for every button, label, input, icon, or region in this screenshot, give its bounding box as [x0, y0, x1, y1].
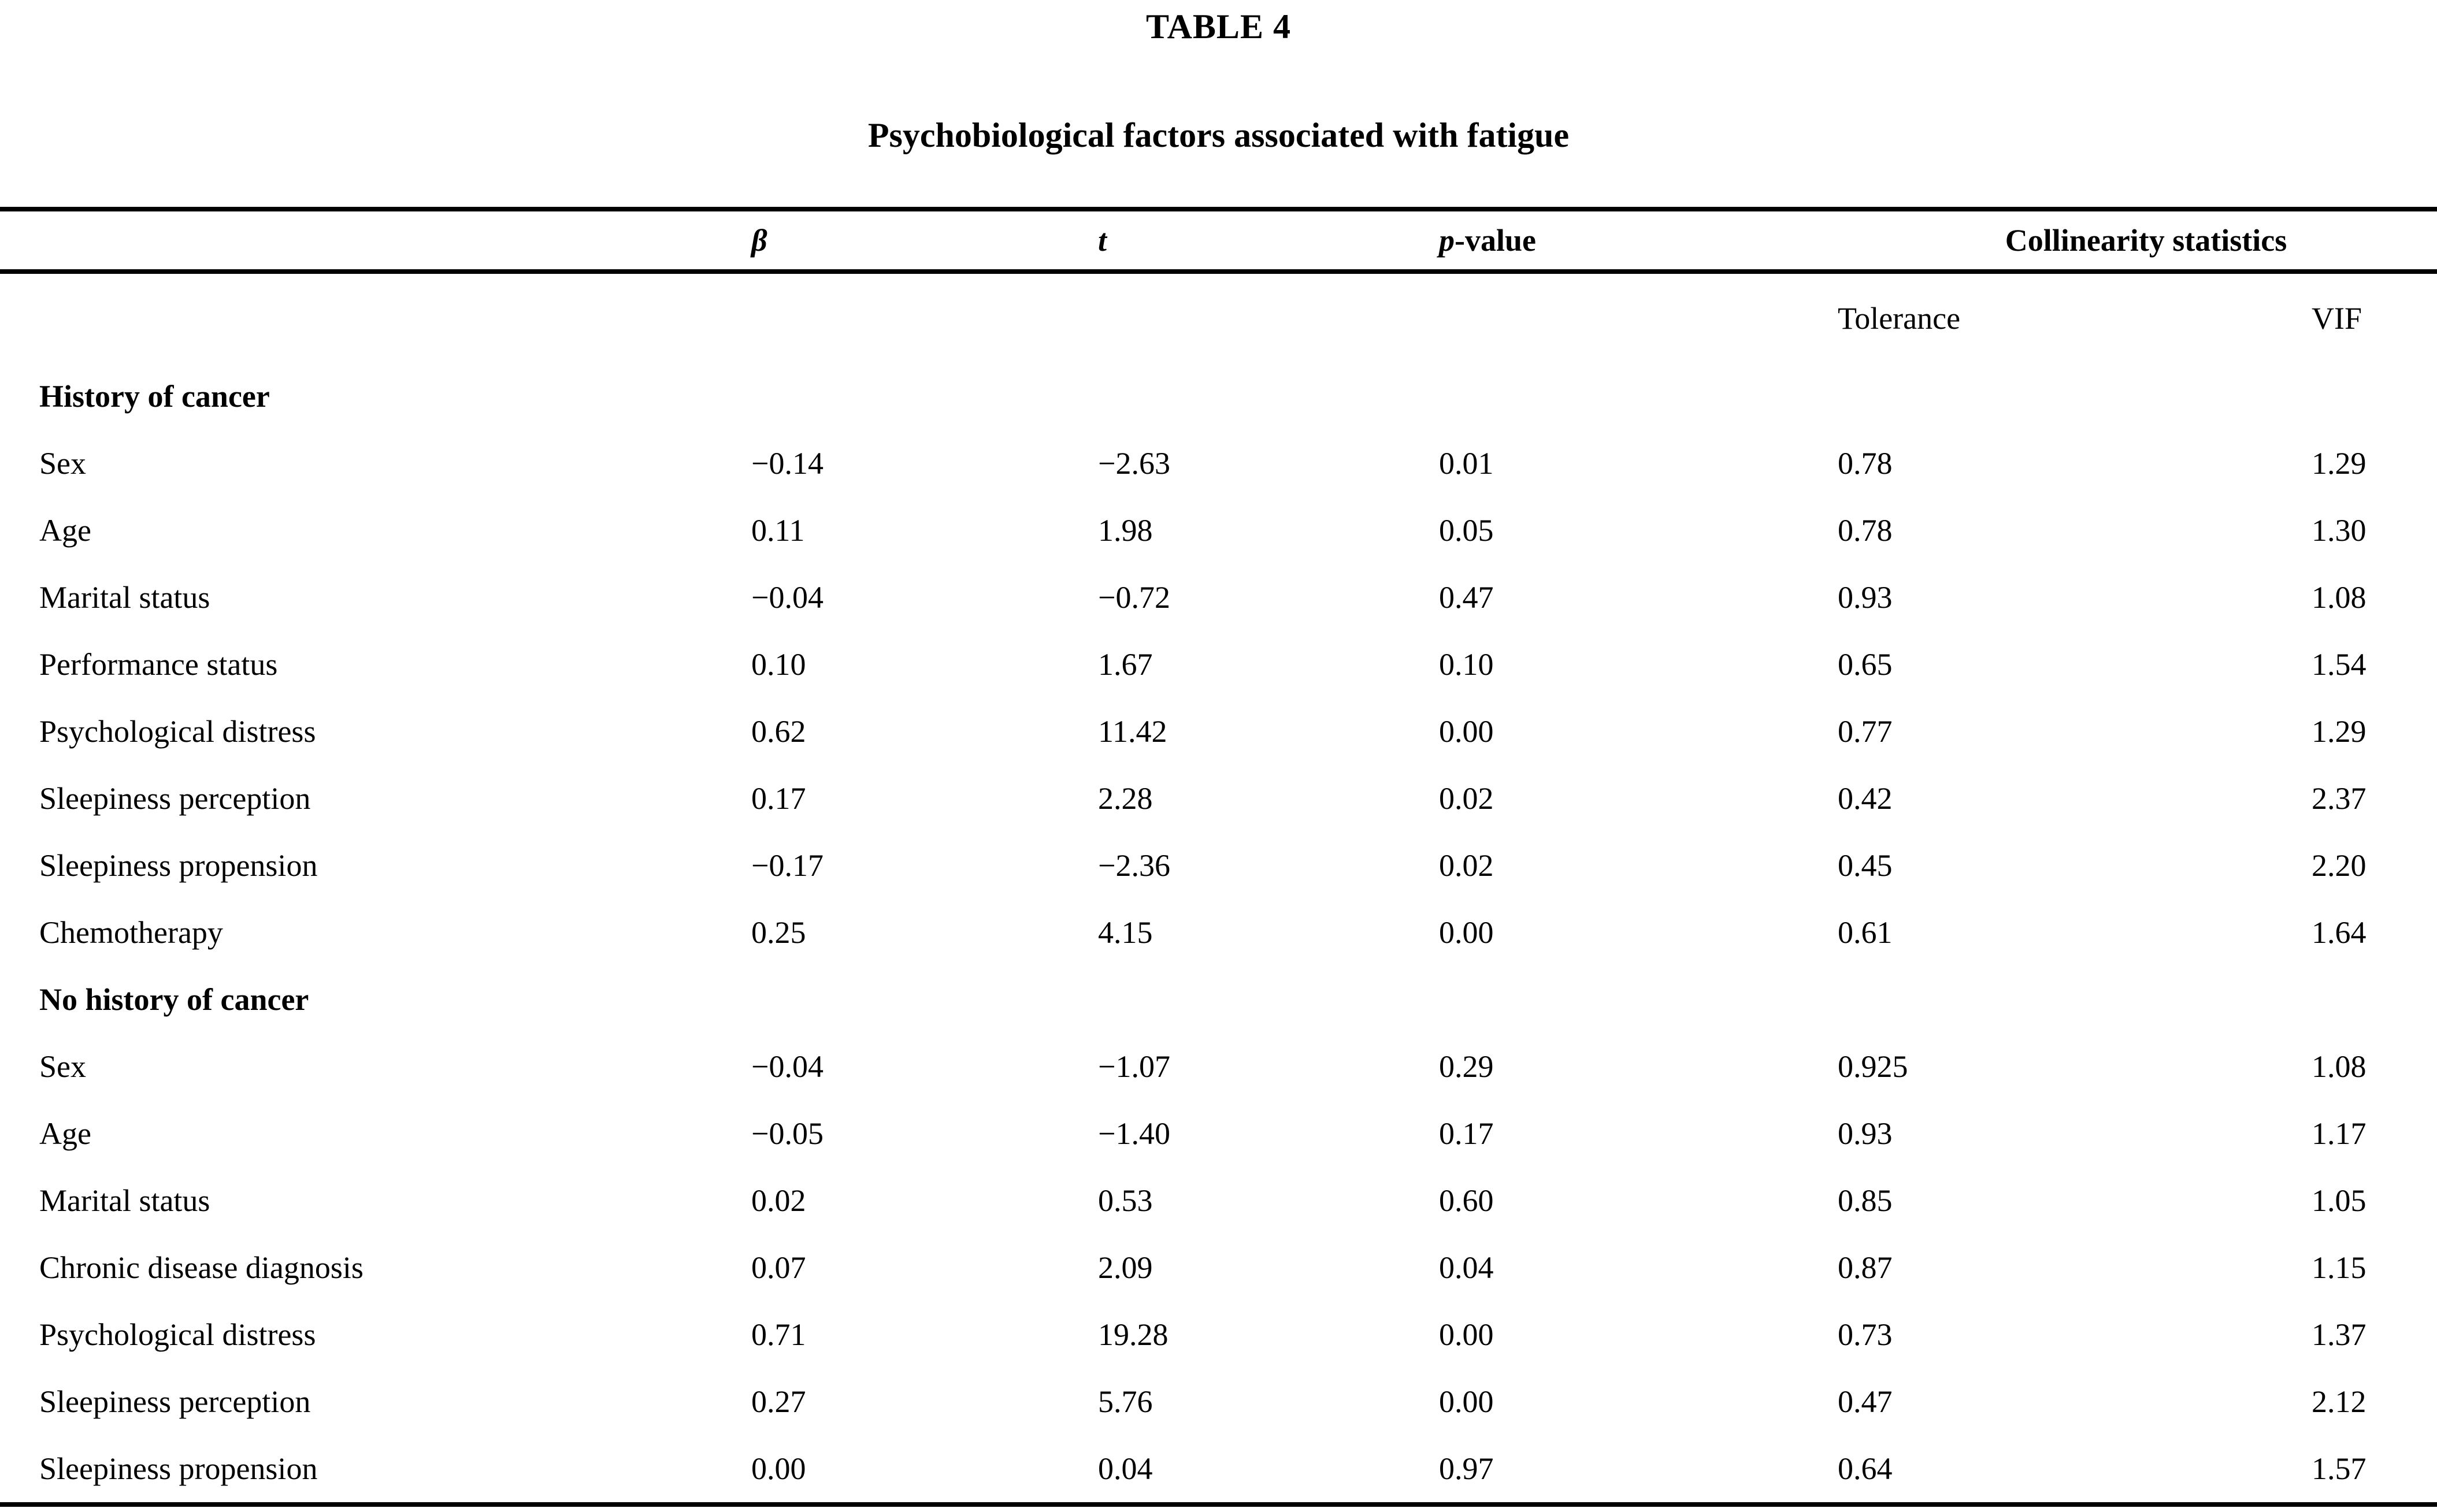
row-label: Sex	[39, 1049, 86, 1084]
table-row	[0, 899, 2437, 966]
row-label: Sleepiness perception	[39, 1384, 311, 1419]
row-label: Marital status	[39, 580, 210, 615]
t-value: 2.09	[1098, 1250, 1153, 1285]
vif-value: 1.57	[2312, 1451, 2366, 1486]
tolerance-value: 0.73	[1838, 1317, 1893, 1352]
beta-value: 0.27	[751, 1384, 806, 1419]
tolerance-value: 0.78	[1838, 446, 1893, 481]
p-value: 0.02	[1439, 848, 1494, 883]
p-value: 0.00	[1439, 1384, 1494, 1419]
row-label: Age	[39, 1116, 91, 1151]
row-label: Marital status	[39, 1183, 210, 1218]
tolerance-value: 0.93	[1838, 580, 1893, 615]
beta-value: 0.62	[751, 714, 806, 749]
beta-value: 0.71	[751, 1317, 806, 1352]
t-value: −2.63	[1098, 446, 1170, 481]
beta-value: 0.17	[751, 781, 806, 816]
row-label: Sleepiness propension	[39, 848, 318, 883]
t-value: 1.67	[1098, 647, 1153, 682]
t-value: −0.72	[1098, 580, 1170, 615]
p-value: 0.00	[1439, 714, 1494, 749]
col-header-vif: VIF	[2312, 301, 2362, 336]
tolerance-value: 0.85	[1838, 1183, 1893, 1218]
row-label: Sleepiness propension	[39, 1451, 318, 1486]
vif-value: 1.17	[2312, 1116, 2366, 1151]
beta-value: 0.00	[751, 1451, 806, 1486]
row-label: Sleepiness perception	[39, 781, 311, 816]
table-row	[0, 631, 2437, 698]
t-value: −2.36	[1098, 848, 1170, 883]
p-value-italic-p: p	[1439, 223, 1455, 258]
t-value: 1.98	[1098, 513, 1153, 548]
table-row	[0, 564, 2437, 631]
tolerance-value: 0.45	[1838, 848, 1893, 883]
vif-value: 1.08	[2312, 1049, 2366, 1084]
vif-value: 1.15	[2312, 1250, 2366, 1285]
table-number-title: TABLE 4	[1146, 8, 1291, 46]
beta-value: −0.17	[751, 848, 824, 883]
bottom-rule	[0, 1502, 2437, 1507]
table-row	[0, 1167, 2437, 1234]
tolerance-value: 0.65	[1838, 647, 1893, 682]
t-value: 0.53	[1098, 1183, 1153, 1218]
p-value-suffix: -value	[1455, 223, 1536, 258]
table-row	[0, 698, 2437, 765]
tolerance-value: 0.42	[1838, 781, 1893, 816]
t-value: 11.42	[1098, 714, 1167, 749]
header-row	[0, 207, 2437, 274]
vif-value: 2.20	[2312, 848, 2366, 883]
tolerance-value: 0.78	[1838, 513, 1893, 548]
row-label: Psychological distress	[39, 714, 316, 749]
col-header-beta: β	[751, 223, 767, 258]
section-header-label: History of cancer	[39, 379, 270, 414]
vif-value: 1.29	[2312, 714, 2366, 749]
vif-value: 2.37	[2312, 781, 2366, 816]
row-label: Chemotherapy	[39, 915, 223, 950]
tolerance-value: 0.61	[1838, 915, 1893, 950]
beta-value: 0.11	[751, 513, 805, 548]
t-value: 19.28	[1098, 1317, 1169, 1352]
beta-value: 0.25	[751, 915, 806, 950]
table-row	[0, 832, 2437, 899]
beta-value: 0.02	[751, 1183, 806, 1218]
tolerance-value: 0.925	[1838, 1049, 1908, 1084]
table-row	[0, 1033, 2437, 1100]
row-label: Psychological distress	[39, 1317, 316, 1352]
vif-value: 1.54	[2312, 647, 2366, 682]
table-caption: Psychobiological factors associated with fatigue	[867, 116, 1570, 154]
p-value: 0.47	[1439, 580, 1494, 615]
table-body	[0, 363, 2437, 1502]
beta-value: −0.04	[751, 580, 824, 615]
table-row	[0, 1234, 2437, 1301]
p-value: 0.29	[1439, 1049, 1494, 1084]
table-row	[0, 497, 2437, 564]
tolerance-value: 0.47	[1838, 1384, 1893, 1419]
table-row	[0, 430, 2437, 497]
t-value: 2.28	[1098, 781, 1153, 816]
section-header-row	[0, 363, 2437, 430]
section-header-row	[0, 966, 2437, 1033]
t-value: −1.40	[1098, 1116, 1170, 1151]
p-value: 0.02	[1439, 781, 1494, 816]
section-header-label: No history of cancer	[39, 982, 309, 1017]
row-label: Chronic disease diagnosis	[39, 1250, 363, 1285]
vif-value: 1.64	[2312, 915, 2366, 950]
col-header-p-value	[1422, 222, 1820, 258]
p-value: 0.04	[1439, 1250, 1494, 1285]
col-header-t: t	[1098, 223, 1107, 258]
vif-value: 1.29	[2312, 446, 2366, 481]
t-value: 5.76	[1098, 1384, 1153, 1419]
row-label: Sex	[39, 446, 86, 481]
vif-value: 1.05	[2312, 1183, 2366, 1218]
beta-value: −0.05	[751, 1116, 824, 1151]
data-table	[0, 207, 2437, 1507]
vif-value: 1.37	[2312, 1317, 2366, 1352]
row-label: Performance status	[39, 647, 278, 682]
t-value: 4.15	[1098, 915, 1153, 950]
subheader-row	[0, 274, 2437, 363]
beta-value: −0.04	[751, 1049, 824, 1084]
table-row	[0, 765, 2437, 832]
p-value: 0.01	[1439, 446, 1494, 481]
p-value: 0.10	[1439, 647, 1494, 682]
t-value: −1.07	[1098, 1049, 1170, 1084]
row-label: Age	[39, 513, 91, 548]
p-value: 0.60	[1439, 1183, 1494, 1218]
p-value: 0.05	[1439, 513, 1494, 548]
vif-value: 1.30	[2312, 513, 2366, 548]
t-value: 0.04	[1098, 1451, 1153, 1486]
beta-value: −0.14	[751, 446, 824, 481]
beta-value: 0.10	[751, 647, 806, 682]
col-header-tolerance: Tolerance	[1838, 301, 1961, 336]
tolerance-value: 0.77	[1838, 714, 1893, 749]
table-row	[0, 1368, 2437, 1435]
vif-value: 1.08	[2312, 580, 2366, 615]
tolerance-value: 0.64	[1838, 1451, 1893, 1486]
beta-value: 0.07	[751, 1250, 806, 1285]
table-row	[0, 1301, 2437, 1368]
tolerance-value: 0.93	[1838, 1116, 1893, 1151]
p-value: 0.00	[1439, 915, 1494, 950]
p-value: 0.97	[1439, 1451, 1494, 1486]
table-row	[0, 1435, 2437, 1502]
tolerance-value: 0.87	[1838, 1250, 1893, 1285]
p-value: 0.00	[1439, 1317, 1494, 1352]
col-header-collinearity: Collinearity statistics	[2005, 223, 2287, 258]
p-value: 0.17	[1439, 1116, 1494, 1151]
table-row	[0, 1100, 2437, 1167]
vif-value: 2.12	[2312, 1384, 2366, 1419]
